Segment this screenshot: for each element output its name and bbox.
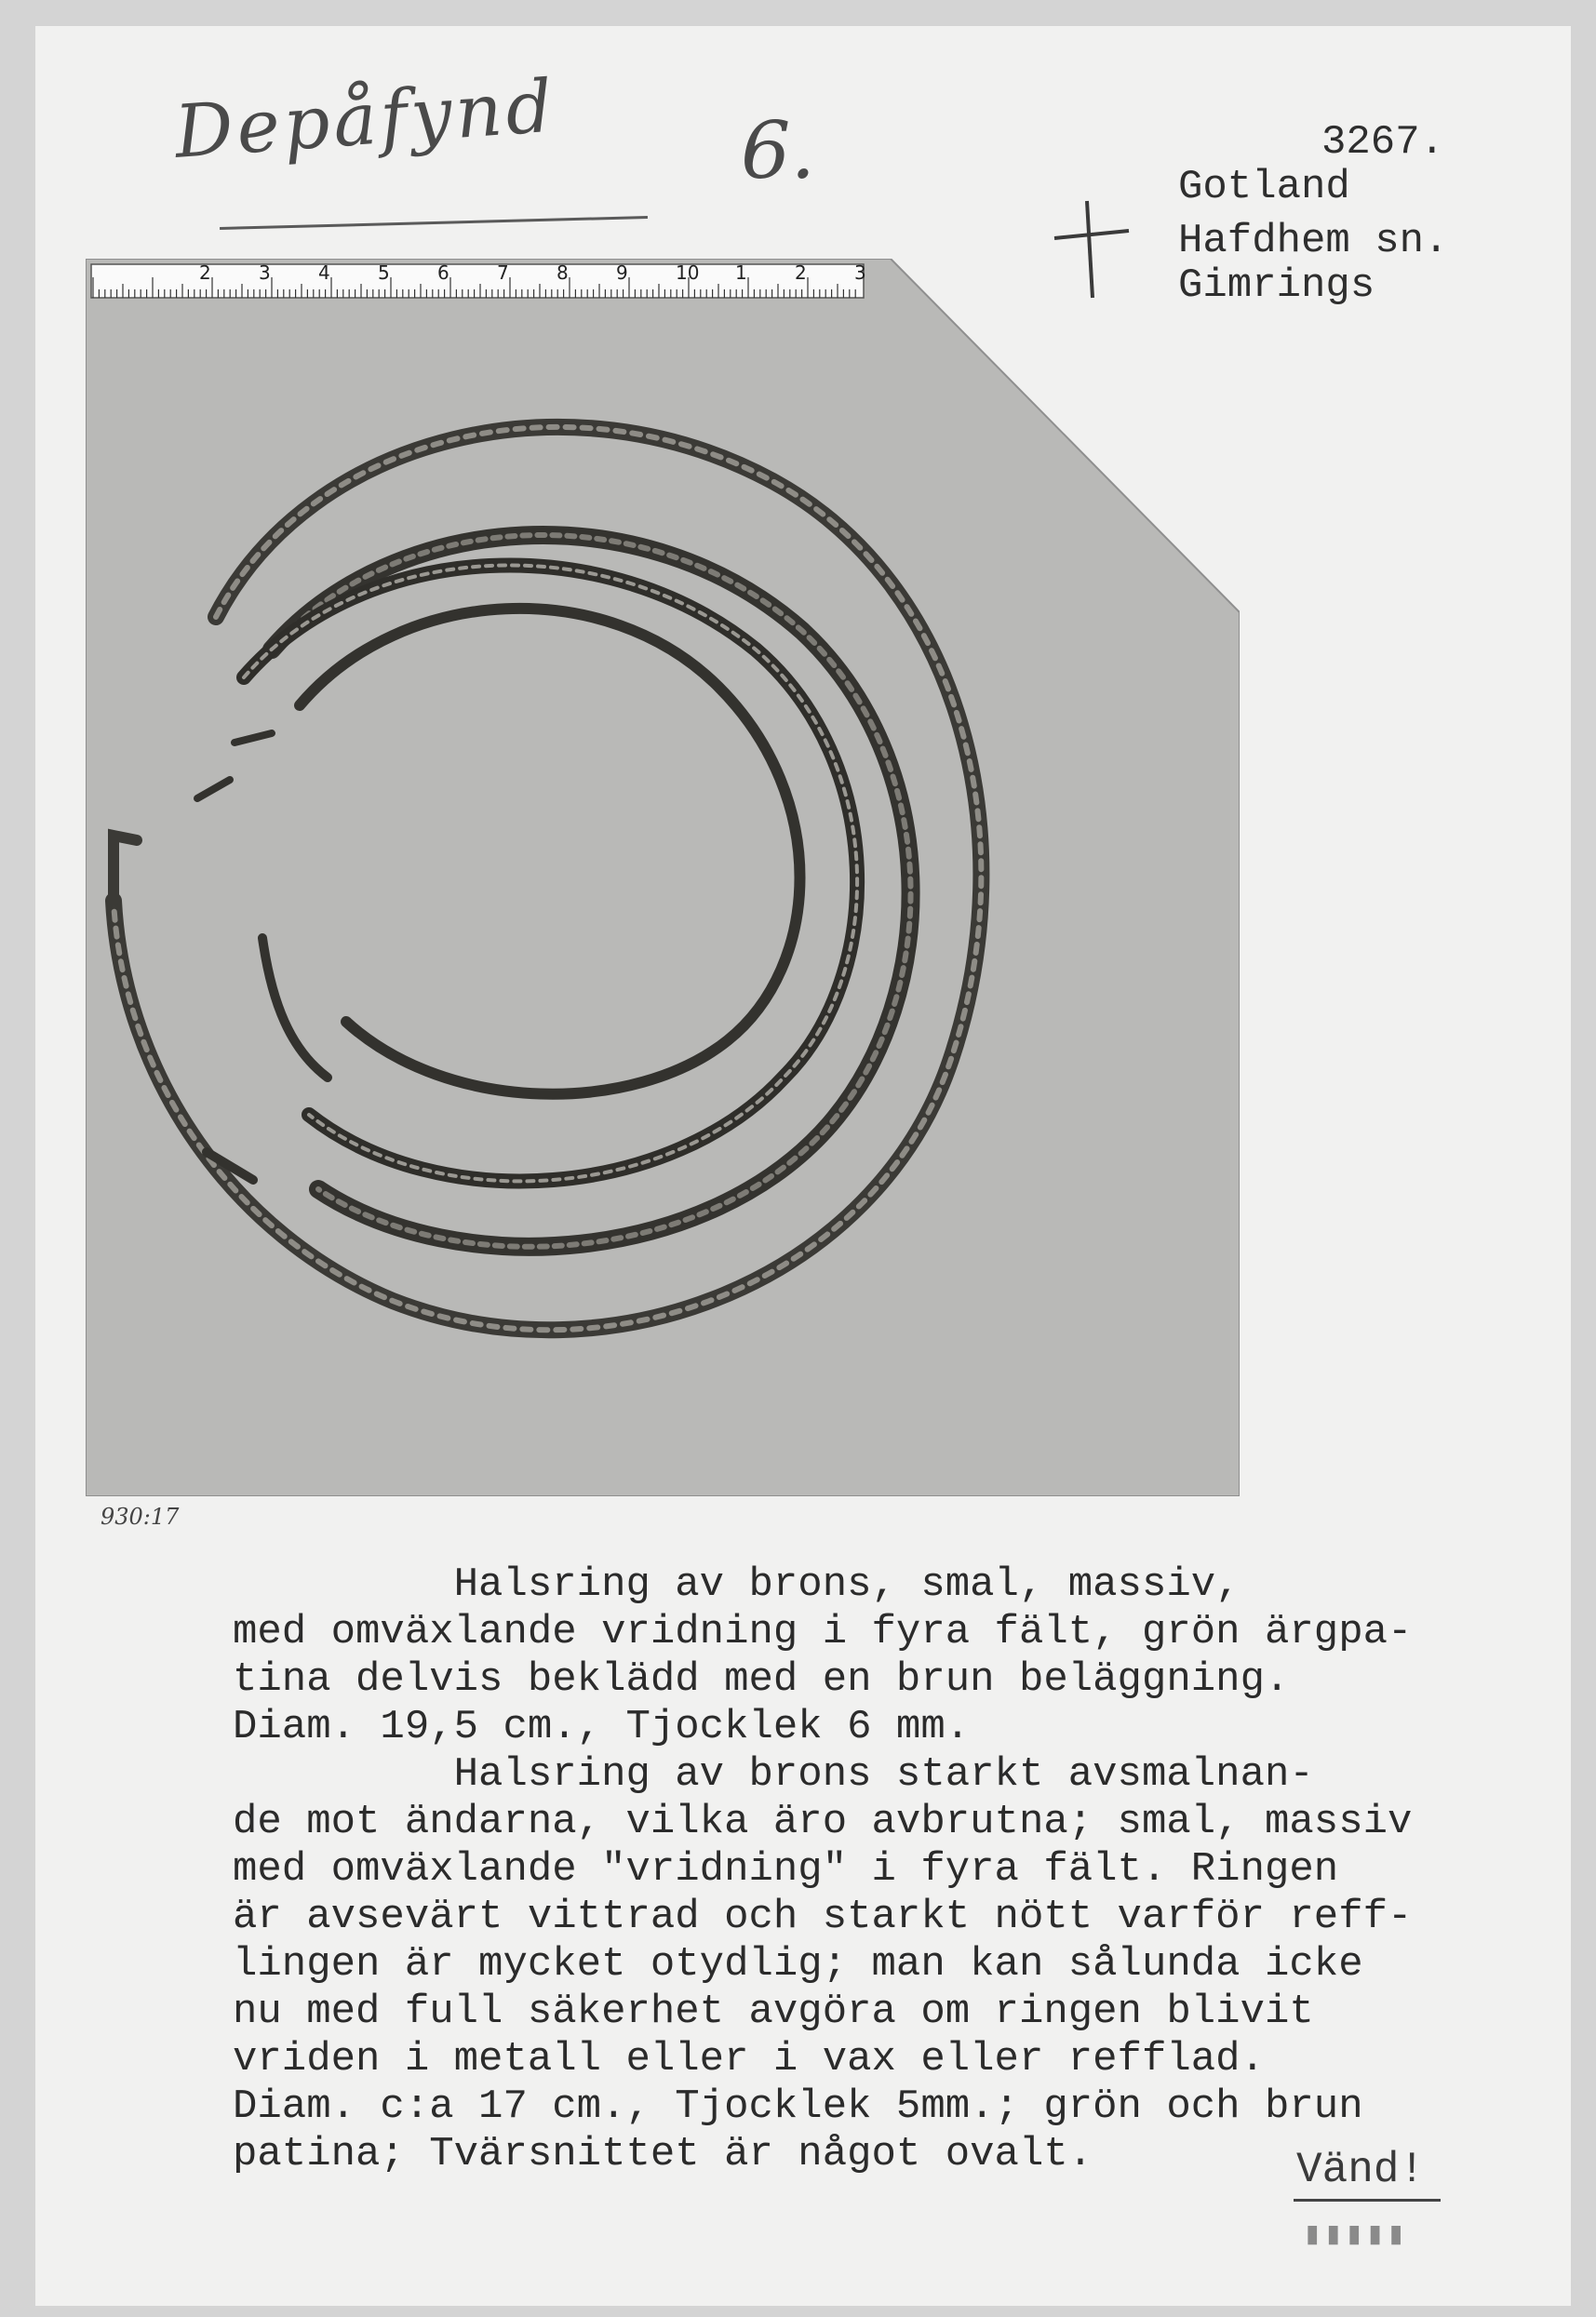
description-text — [233, 1561, 1412, 2178]
description-line: Halsring av brons starkt avsmalnan- — [233, 1751, 1314, 1798]
handwritten-number: 6. — [741, 105, 816, 196]
title-underline — [220, 216, 648, 230]
description-line: Diam. c:a 17 cm., Tjocklek 5mm.; grön och brun — [233, 2083, 1363, 2130]
ruler-label: 2 — [199, 261, 211, 284]
ruler-label: 3 — [259, 261, 271, 284]
ruler-label: 2 — [795, 261, 807, 284]
artifact-photograph — [86, 259, 1240, 1496]
description-line: vriden i metall eller i vax eller refflad. — [233, 2036, 1265, 2083]
description-line: tina delvis beklädd med en brun beläggning. — [233, 1656, 1290, 1703]
catalog-number: 3267. — [1321, 119, 1445, 166]
description-line: är avsevärt vittrad och starkt nött varför reff- — [233, 1894, 1413, 1940]
description-line: Halsring av brons, smal, massiv, — [233, 1561, 1241, 1608]
handwritten-inventory-note: 930:17 — [101, 1504, 180, 1530]
handwritten-title: Depåfynd — [171, 64, 559, 175]
description-line: Diam. 19,5 cm., Tjocklek 6 mm. — [233, 1704, 971, 1750]
description-line: med omväxlande vridning i fyra fält, grön ärgpa- — [233, 1609, 1413, 1655]
ruler-label: 6 — [437, 261, 449, 284]
scale-ruler — [91, 261, 866, 298]
ruler-label: 7 — [497, 261, 509, 284]
description-line: patina; Tvärsnittet är något ovalt. — [233, 2131, 1093, 2177]
site-label: Gimrings — [1178, 262, 1375, 309]
province-label: Gotland — [1178, 164, 1350, 210]
ruler-label: 5 — [378, 261, 390, 284]
description-line: lingen är mycket otydlig; man kan sålunda icke — [233, 1941, 1363, 1988]
ruler-label: 4 — [318, 261, 330, 284]
faded-stamp: ▮▮▮▮▮ — [1303, 2218, 1408, 2254]
ruler-label: 9 — [616, 261, 628, 284]
ruler-label: 8 — [557, 261, 569, 284]
turn-note-underline — [1294, 2199, 1441, 2202]
catalog-card — [35, 26, 1571, 2306]
description-line: de mot ändarna, vilka äro avbrutna; smal, massiv — [233, 1799, 1413, 1845]
turn-over-note: Vänd! — [1296, 2146, 1426, 2194]
ruler-label: 3 — [854, 261, 866, 284]
parish-label: Hafdhem sn. — [1178, 218, 1449, 264]
description-line: med omväxlande "vridning" i fyra fält. Ringen — [233, 1846, 1339, 1893]
ruler-label: 10 — [676, 261, 700, 284]
description-line: nu med full säkerhet avgöra om ringen blivit — [233, 1989, 1314, 2035]
ruler-label: 1 — [735, 261, 747, 284]
